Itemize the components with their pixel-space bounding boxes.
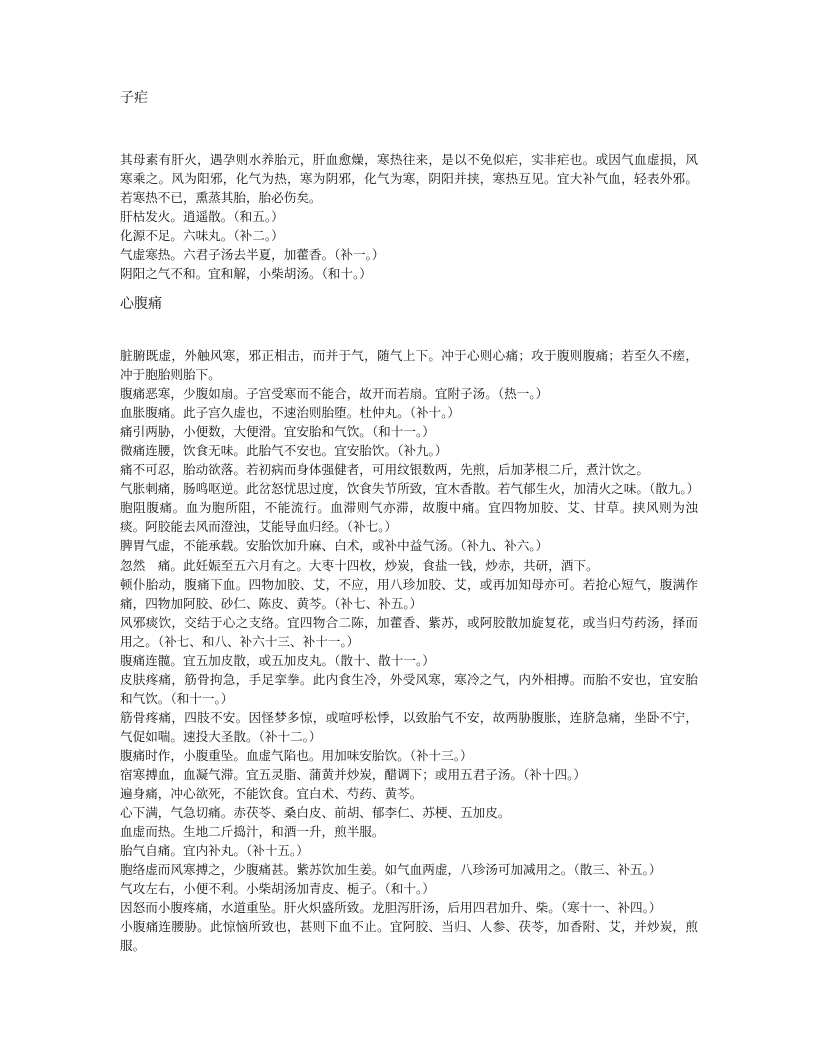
paragraph: 血虚而热。生地二斤捣汁，和酒一升，煎半服。 xyxy=(120,824,385,840)
section-title-zi-nue: 子疟 xyxy=(120,90,148,106)
section-zi-nue-body xyxy=(120,150,698,283)
paragraph: 胎气自痛。宜内补丸。（补十五。） xyxy=(120,843,309,859)
paragraph: 胞阻腹痛。血为胞所阻，不能流行。血滞则气亦滞，故腹中痛。宜四物加胶、艾、甘草。挟风则为浊痰。阿胶能去风而澄浊，艾能导血归经。（补七。） xyxy=(120,500,698,535)
paragraph: 筋骨疼痛，四肢不安。因怪梦多惊，或喧呼松悸，以致胎气不安，故两胁腹胀，连脐急痛，坐卧不宁，气促如喘。速投大圣散。（补十二。） xyxy=(120,709,698,744)
paragraph: 腹痛时作，小腹重坠。血虚气陷也。用加味安胎饮。（补十三。） xyxy=(120,747,473,763)
paragraph: 风邪痰饮，交结于心之支络。宜四物合二陈，加藿香、紫苏，或阿胶散加旋复花，或当归芍药汤，择而用之。（补七、和八、补六十三、补十一。） xyxy=(120,614,698,649)
paragraph: 因怒而小腹疼痛，水道重坠。肝火炽盛所致。龙胆泻肝汤，后用四君加升、柴。（寒十一、补四。） xyxy=(120,900,662,916)
paragraph: 心下满，气急切痛。赤茯苓、桑白皮、前胡、郁李仁、苏梗、五加皮。 xyxy=(120,805,511,821)
paragraph: 阴阳之气不和。宜和解，小柴胡汤。（和十。） xyxy=(120,266,372,282)
paragraph: 皮肤疼痛，筋骨拘急，手足挛拳。此内食生冷，外受风寒，寒冷之气，内外相搏。而胎不安也，宜安胎和气饮。（和十一。） xyxy=(120,671,698,706)
paragraph: 遍身痛，冲心欲死，不能饮食。宜白术、芍药、黄芩。 xyxy=(120,786,423,802)
paragraph: 痛不可忍，胎动欲落。若初病而身体强健者，可用纹银数两，先煎，后加茅根二斤，煮汁饮之。 xyxy=(120,462,649,478)
section-title-xin-fu-tong: 心腹痛 xyxy=(120,296,162,312)
paragraph: 肝枯发火。逍遥散。（和五。） xyxy=(120,209,284,225)
paragraph: 小腹痛连腰胁。此惊恼所致也，甚则下血不止。宜阿胶、当归、人参、茯苓，加香附、艾，并炒炭，煎服。 xyxy=(120,919,698,954)
paragraph: 其母素有肝火，遇孕则水养胎元，肝血愈燥，寒热往来，是以不免似疟，实非疟也。或因气血虚损，风寒乘之。风为阳邪，化气为热，寒为阴邪，化气为寒，阴阳并挟，寒热互见。宜大补气血，轻表外邪。若寒热不已，熏蒸其胎，胎必伤矣。 xyxy=(120,152,698,206)
paragraph: 脾胃气虚，不能承载。安胎饮加升麻、白术，或补中益气汤。（补九、补六。） xyxy=(120,538,549,554)
paragraph: 气攻左右，小便不利。小柴胡汤加青皮、栀子。（和十。） xyxy=(120,881,435,897)
paragraph: 化源不足。六味丸。（补二。） xyxy=(120,228,284,244)
paragraph: 血胀腹痛。此子宫久虚也，不速治则胎堕。杜仲丸。（补十。） xyxy=(120,405,461,421)
paragraph: 气胀刺痛，肠鸣呕逆。此岔怒忧思过度，饮食失节所致，宜木香散。若气郁生火，加清火之味。（散九。） xyxy=(120,481,700,497)
paragraph: 顿仆胎动，腹痛下血。四物加胶、艾，不应，用八珍加胶、艾，或再加知母亦可。若抢心短气，腹满作痛，四物加阿胶、砂仁、陈皮、黄芩。（补七、补五。） xyxy=(120,576,698,611)
paragraph: 忽然 痛。此妊娠至五六月有之。大枣十四枚，炒炭，食盐一钱，炒赤，共研，酒下。 xyxy=(120,557,599,573)
paragraph: 微痛连腰，饮食无味。此胎气不安也。宜安胎饮。（补九。） xyxy=(120,443,448,459)
paragraph: 气虚寒热。六君子汤去半夏，加藿香。（补一。） xyxy=(120,247,385,263)
paragraph: 腹痛连髋。宜五加皮散，或五加皮丸。（散十、散十一。） xyxy=(120,652,435,668)
paragraph: 胞络虚而风寒搏之，少腹痛甚。紫苏饮加生姜。如气血两虚，八珍汤可加减用之。（散三、补五。） xyxy=(120,862,662,878)
paragraph: 宿寒搏血，血凝气滞。宜五灵脂、蒲黄并炒炭，醋调下；或用五君子汤。（补十四。） xyxy=(120,767,586,783)
paragraph: 痛引两胁，小便数，大便滑。宜安胎和气饮。（和十一。） xyxy=(120,424,435,440)
paragraph: 腹痛恶寒，少腹如扇。子宫受寒而不能合，故开而若扇。宜附子汤。（热一。） xyxy=(120,386,549,402)
section-xin-fu-tong-body xyxy=(120,346,698,956)
paragraph: 脏腑既虚，外触风寒，邪正相击，而并于气，随气上下。冲于心则心痛；攻于腹则腹痛；若至久不瘥，冲于胞胎则胎下。 xyxy=(120,348,698,383)
